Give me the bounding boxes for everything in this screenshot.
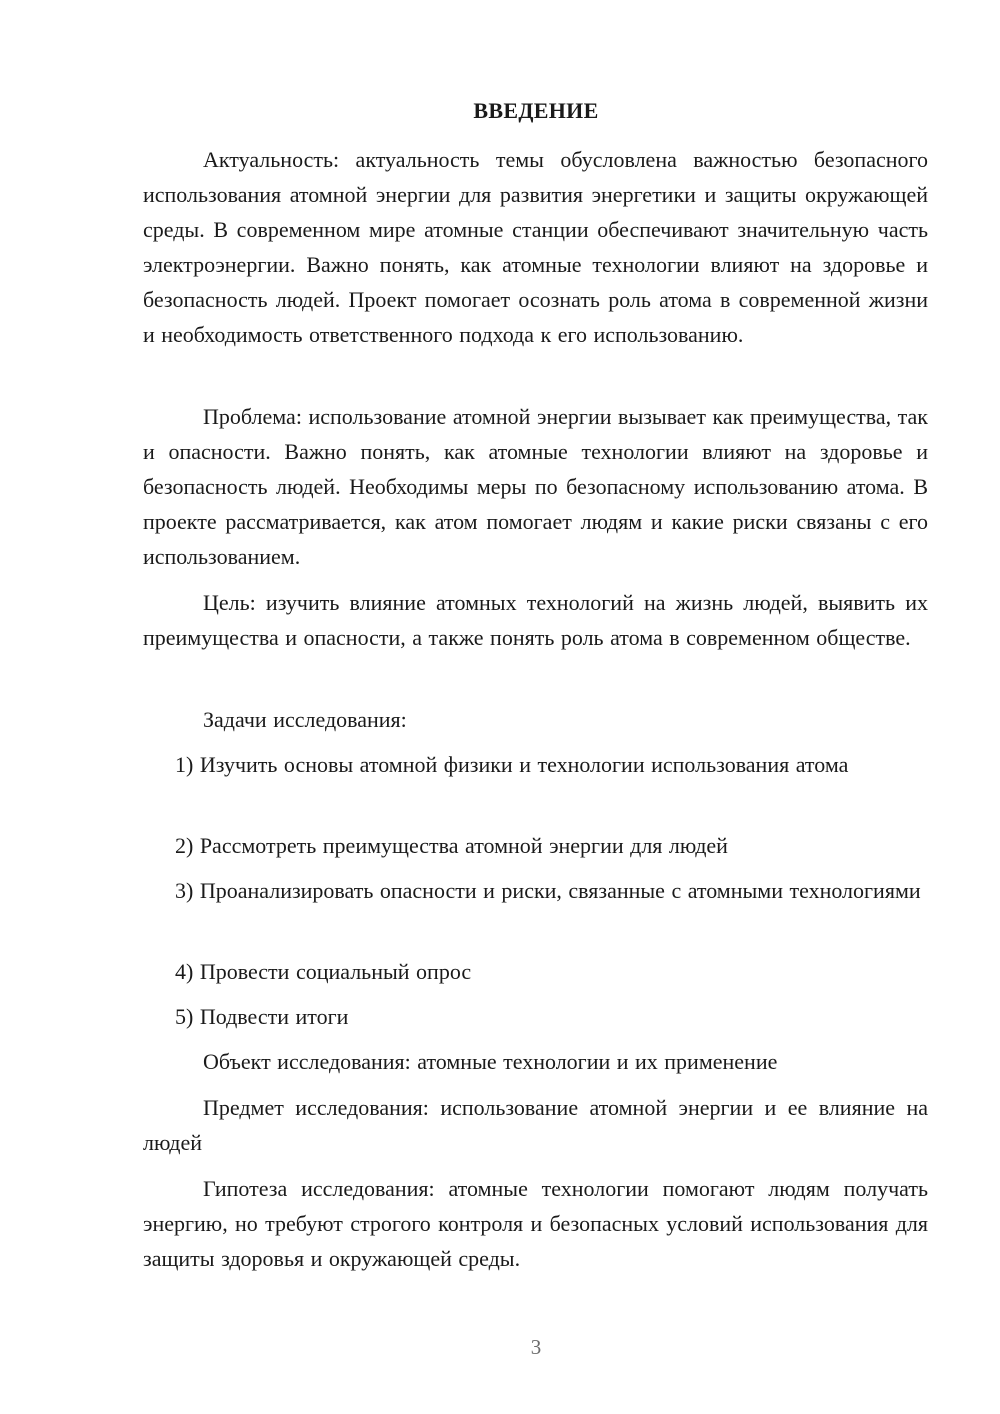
paragraph-tasks-heading: Задачи исследования: [203, 707, 407, 732]
paragraph-goal: Цель: изучить влияние атомных технологий на жизнь людей, выявить их преимущества и опасности, а также понять роль атома в современном обществе. [143, 590, 928, 650]
task-item-3: 3) Проанализировать опасности и риски, связанные с атомными технологиями [175, 878, 921, 903]
page-title: ВВЕДЕНИЕ [473, 98, 599, 123]
paragraph-hypothesis: Гипотеза исследования: атомные технологии помогают людям получать энергию, но требуют строгого контроля и безопасных условий использования для защиты здоровья и окружающей среды. [143, 1176, 928, 1271]
paragraph-relevance: Актуальность: актуальность темы обусловлена важностью безопасного использования атомной энергии для развития энергетики и защиты окружающей среды. В современном мире атомные станции обеспечивают значительную часть электроэнергии. Важно понять, как атомные технологии влияют на здоровье и безопасность людей. Проект помогает осознать роль атома в современной жизни и необходимость ответственного подхода к его использованию. [143, 147, 928, 347]
paragraph-object: Объект исследования: атомные технологии и их применение [203, 1049, 778, 1074]
page-number: 3 [530, 1335, 542, 1359]
task-item-2: 2) Рассмотреть преимущества атомной энергии для людей [175, 833, 728, 858]
paragraph-subject: Предмет исследования: использование атомной энергии и ее влияние на людей [143, 1095, 928, 1155]
task-item-5: 5) Подвести итоги [175, 1004, 349, 1029]
task-item-1: 1) Изучить основы атомной физики и технологии использования атома [175, 752, 849, 777]
paragraph-problem: Проблема: использование атомной энергии вызывает как преимущества, так и опасности. Важно понять, как атомные технологии влияют на здоровье и безопасность людей. Необходимы меры по безопасному использованию атома. В проекте рассматривается, как атом помогает людям и какие риски связаны с его использованием. [143, 404, 928, 569]
task-item-4: 4) Провести социальный опрос [175, 959, 472, 984]
